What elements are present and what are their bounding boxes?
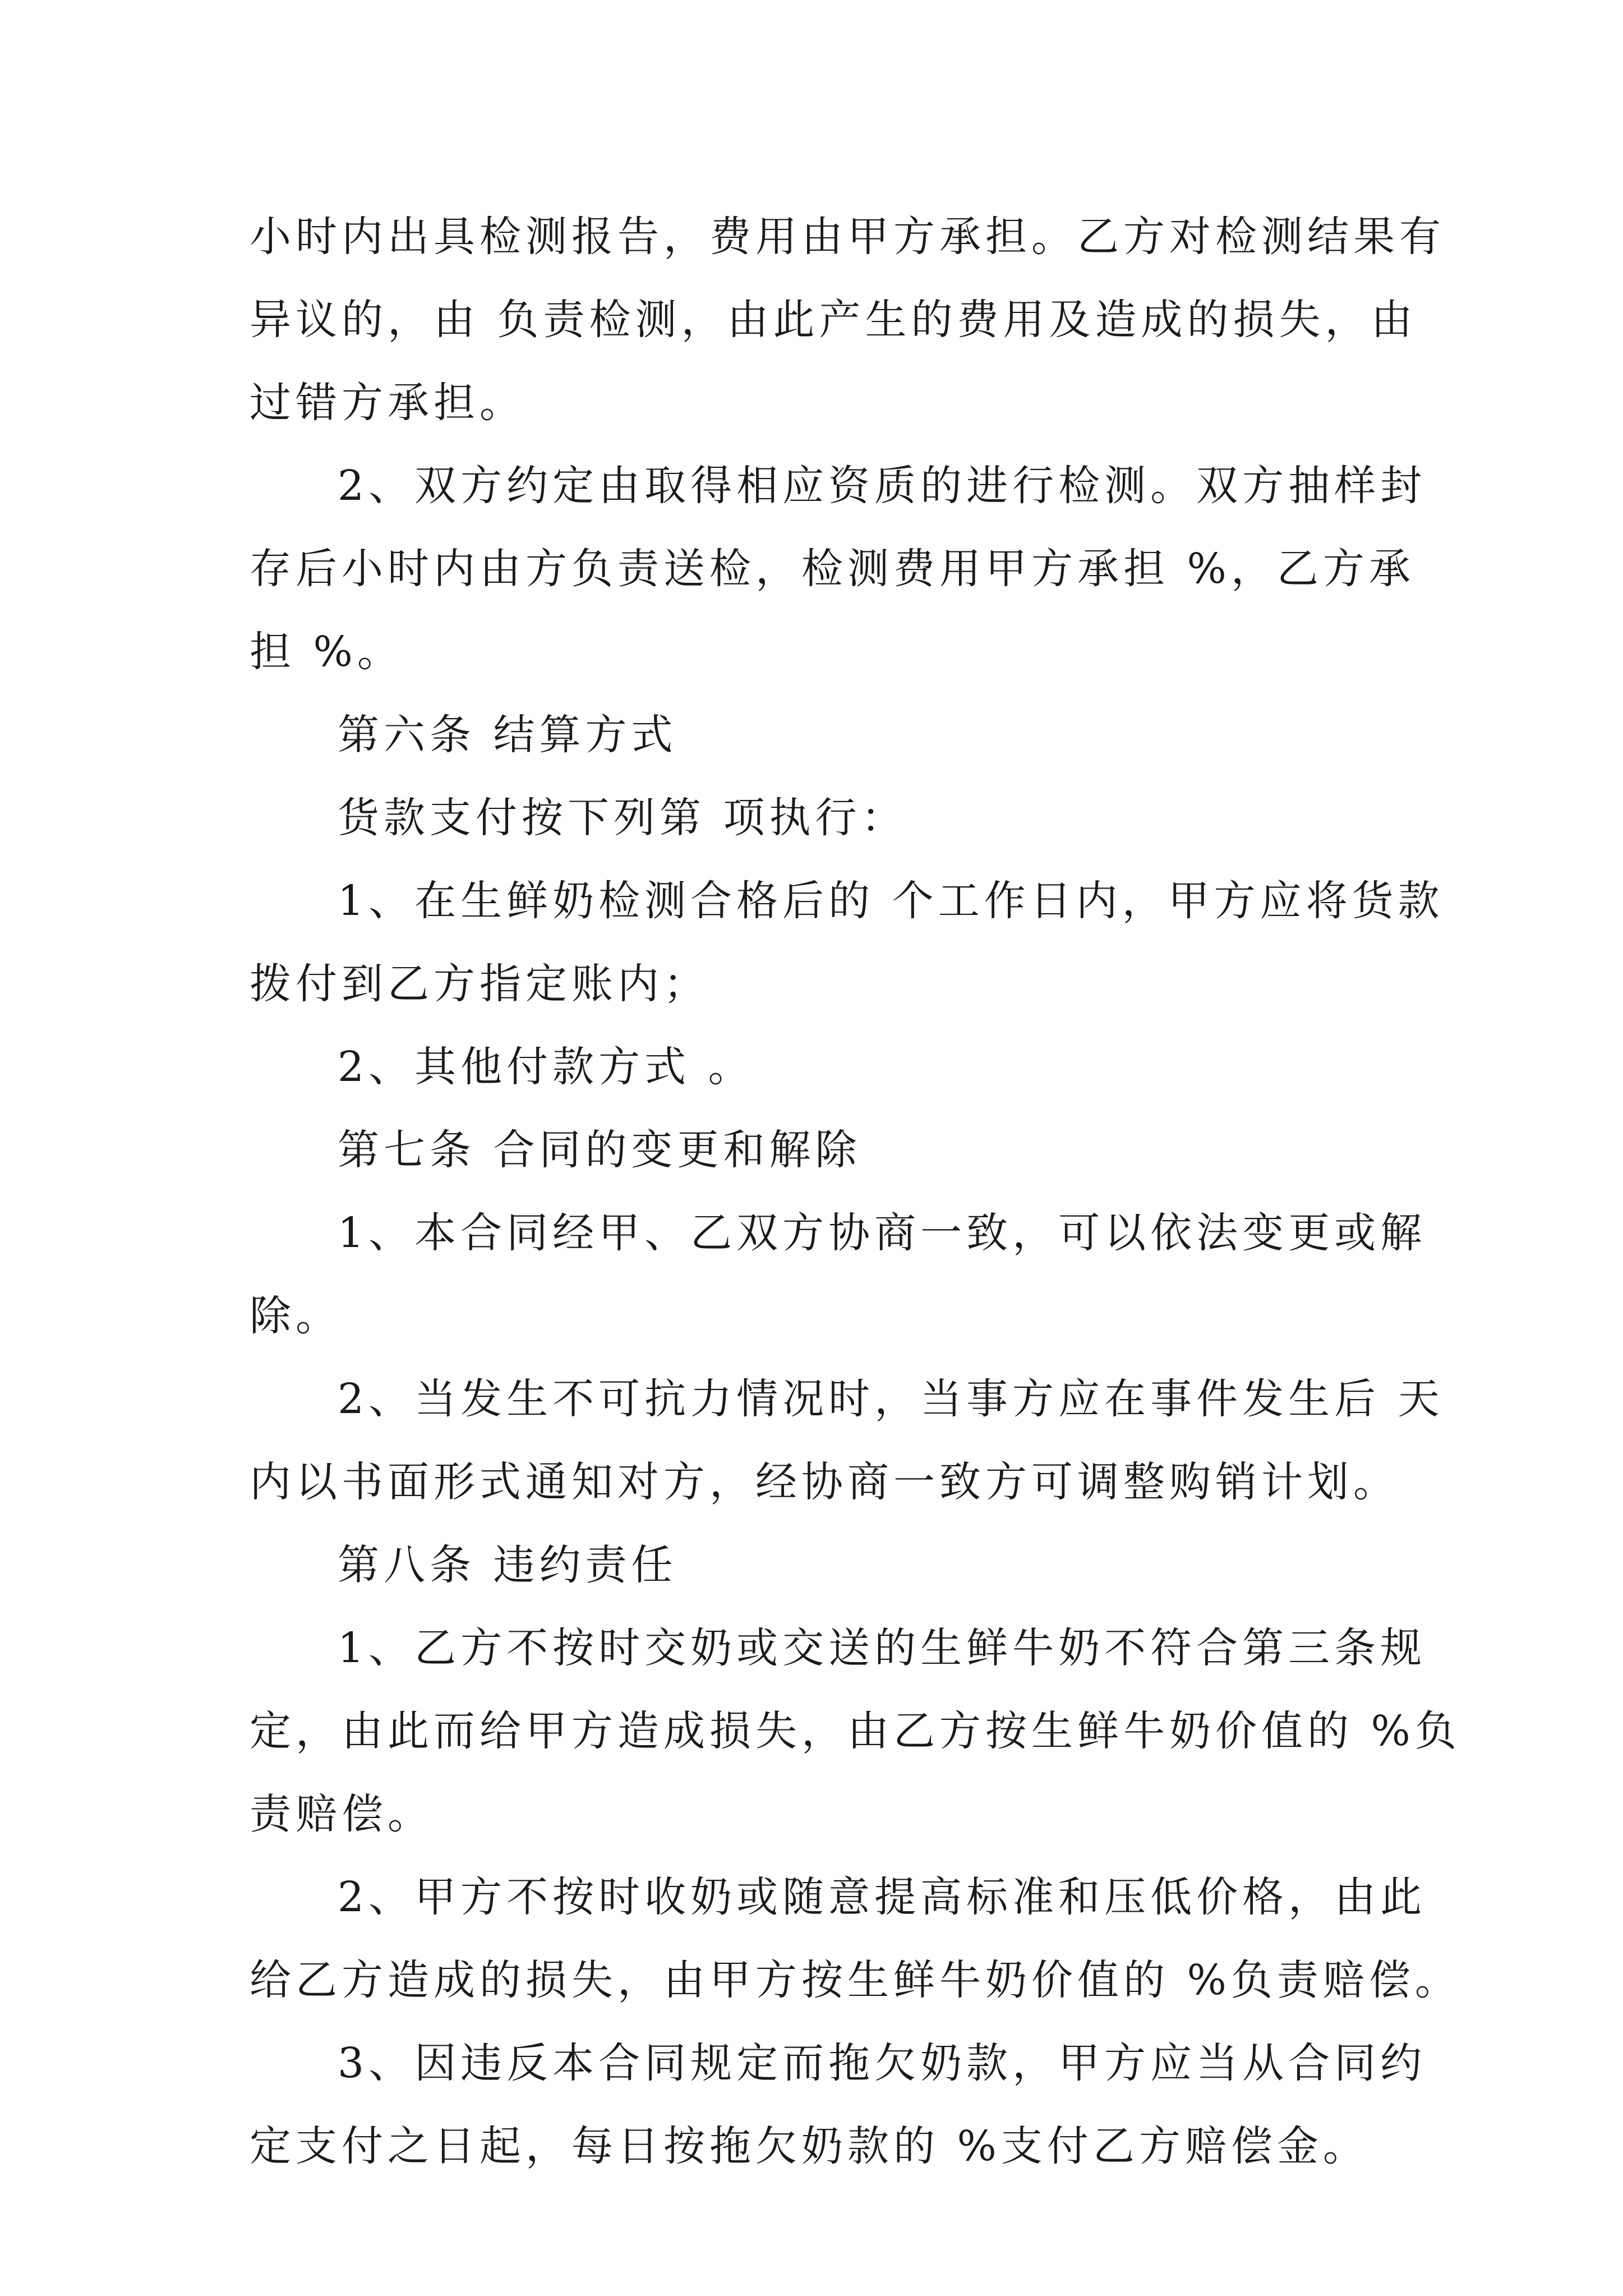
text-line: 异议的，由 负责检测，由此产生的费用及造成的损失，由 [250, 296, 1417, 344]
text-line: 内以书面形式通知对方，经协商一致方可调整购销计划。 [250, 1458, 1399, 1506]
text-line: 责赔偿。 [250, 1790, 434, 1838]
section-heading: 第六条 结算方式 [338, 711, 677, 759]
text-line: 除。 [250, 1292, 342, 1340]
section-heading: 第七条 合同的变更和解除 [338, 1126, 861, 1174]
text-line: 担 %。 [250, 628, 403, 676]
text-line: 存后小时内由方负责送检，检测费用甲方承担 %，乙方承 [250, 545, 1415, 593]
text-line: 2、甲方不按时收奶或随意提高标准和压低价格，由此 [338, 1873, 1427, 1921]
text-line: 1、乙方不按时交奶或交送的生鲜牛奶不符合第三条规 [338, 1624, 1427, 1672]
text-line: 货款支付按下列第 项执行： [338, 794, 907, 842]
text-line: 2、其他付款方式 。 [338, 1043, 754, 1091]
text-line: 1、在生鲜奶检测合格后的 个工作日内，甲方应将货款 [338, 877, 1444, 925]
section-heading: 第八条 违约责任 [338, 1541, 677, 1589]
text-line: 2、当发生不可抗力情况时，当事方应在事件发生后 天 [338, 1375, 1444, 1423]
text-line: 1、本合同经甲、乙双方协商一致，可以依法变更或解 [338, 1209, 1427, 1257]
text-line: 2、双方约定由取得相应资质的进行检测。双方抽样封 [338, 462, 1427, 510]
text-line: 定支付之日起，每日按拖欠奶款的 %支付乙方赔偿金。 [250, 2122, 1369, 2170]
text-line: 3、因违反本合同规定而拖欠奶款，甲方应当从合同约 [338, 2039, 1427, 2087]
text-line: 过错方承担。 [250, 379, 525, 427]
text-line: 小时内出具检测报告，费用由甲方承担。乙方对检测结果有 [250, 213, 1445, 261]
text-line: 给乙方造成的损失，由甲方按生鲜牛奶价值的 %负责赔偿。 [250, 1956, 1461, 2004]
text-line: 拨付到乙方指定账内； [250, 960, 709, 1008]
text-line: 定，由此而给甲方造成损失，由乙方按生鲜牛奶价值的 %负 [250, 1707, 1461, 1755]
